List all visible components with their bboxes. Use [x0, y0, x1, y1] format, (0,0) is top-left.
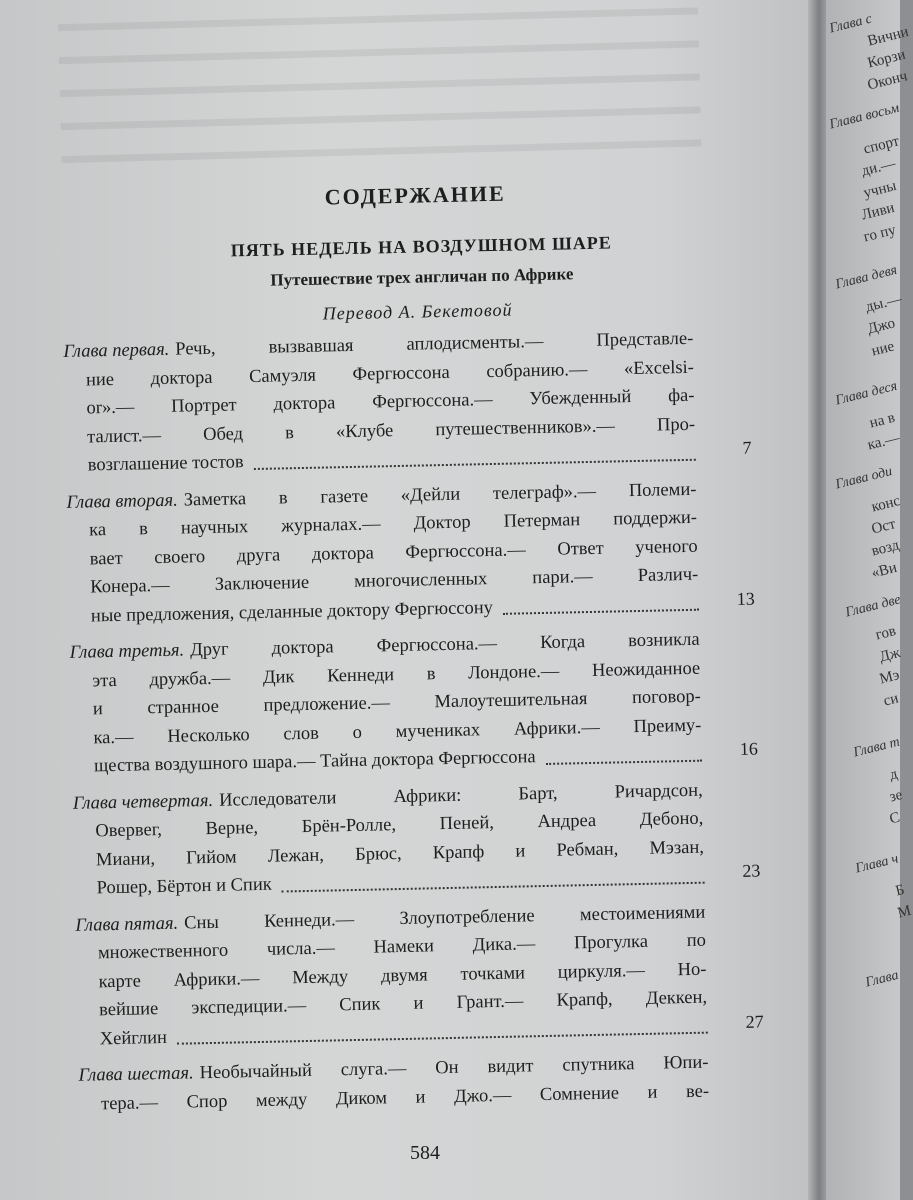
right-page-text-fragment: зе [888, 786, 905, 806]
toc-entry [63, 324, 752, 481]
right-page-text-fragment: спорт [862, 133, 901, 158]
right-page-text-fragment: си [882, 690, 901, 710]
toc-page-number: 23 [742, 860, 761, 881]
toc-line-text: ные предложения, сделанные доктору Фергюссону [90, 597, 494, 626]
right-page-text-fragment: гов [874, 623, 898, 644]
right-page-text-fragment: учны [862, 177, 899, 202]
toc-entry [66, 474, 755, 631]
chapter-label: Глава третья. [69, 640, 185, 663]
toc-line-text: ка.— Несколько слов о мучениках Африки.— Преиму- [93, 715, 702, 748]
right-page-text-fragment: Джо [866, 315, 897, 338]
toc-line-text: Исследователи Африки: Барт, Ричардсон, [218, 780, 703, 811]
chapter-label: Глава шестая. [78, 1063, 194, 1086]
toc-entry [75, 897, 764, 1054]
table-of-contents [60, 176, 764, 1127]
toc-line-text: возглашение тостов [87, 452, 244, 476]
right-page-text-fragment: на в [868, 409, 897, 432]
chapter-label: Глава первая. [63, 339, 170, 362]
toc-page-number: 27 [745, 1010, 764, 1032]
right-page-text-fragment: Глава т [852, 734, 902, 761]
toc-page-number: 7 [742, 437, 752, 458]
toc-line-text: и странное предложение.— Малоутешительная поговор- [92, 686, 701, 720]
toc-line-text: Миани, Гийом Лежан, Брюс, Крапф и Ребман, Мэзан, [95, 837, 705, 870]
leader-dots [545, 740, 702, 765]
right-page-text-fragment: Глава ч [854, 851, 900, 877]
right-page-text-fragment: возд [870, 537, 901, 560]
toc-line-text: вает своего друга доктора Фергюссона.— Ответ ученого [89, 536, 698, 569]
toc-line-text: Сны Кеннеди.— Злоупотребление местоимениями [183, 902, 706, 934]
right-page-text-fragment: Б [894, 881, 907, 900]
toc-line-text: тера.— Спор между Диком и Джо.— Сомнение и ве- [100, 1081, 710, 1114]
right-page-text-fragment: Глава восьм [828, 100, 901, 133]
work-subtitle: Путешествие трех англичан по Африке [270, 264, 574, 290]
right-page-text-fragment: Глава с [828, 11, 874, 37]
leader-dots [503, 589, 699, 615]
right-page-text-fragment: Корзи [866, 46, 908, 72]
toc-line-text: ка в научных журналах.— Доктор Петерман поддержи- [88, 507, 698, 541]
toc-line-text: Речь, вызвавшая аплодисменты.— Представле- [175, 328, 694, 360]
right-page-text-fragment: Глава оди [834, 463, 894, 493]
toc-line-text: Необычайный слуга.— Он видит спутника Юпи- [199, 1052, 709, 1084]
right-page-text-fragment: Глава деся [834, 378, 899, 409]
right-page-text-fragment: Глава девя [834, 262, 899, 293]
page-number: 584 [410, 1142, 440, 1164]
chapter-label: Глава пятая. [75, 913, 179, 936]
right-page-text-fragment: Вични [866, 23, 911, 50]
right-page-text-fragment: Глава две [844, 592, 903, 621]
chapter-label: Глава четвертая. [72, 790, 214, 814]
toc-line-text: эта дружба.— Дик Кеннеди в Лондоне.— Неожиданное [92, 658, 701, 691]
translator-credit: Перевод А. Бекетовой [322, 299, 513, 324]
toc-page-number: 16 [739, 738, 759, 759]
right-page-text-fragment: ди.— [860, 155, 898, 180]
contents-heading: СОДЕРЖАНИЕ [324, 180, 506, 210]
right-page-text-fragment: Оконч [866, 68, 910, 94]
toc-line-text: Овервег, Верне, Брён-Ролле, Пеней, Андреа Дебоно, [95, 808, 704, 842]
bleed-through-text [58, 6, 762, 184]
right-page-text-fragment: Мэ [878, 667, 902, 688]
right-page-text-fragment: конс [870, 493, 902, 516]
right-page-text-fragment: M [896, 902, 913, 922]
toc-line-text: Хейглин [99, 1027, 168, 1049]
toc-line-text: Рошер, Бёртон и Спик [96, 874, 272, 899]
right-page-text-fragment: ка.— [866, 430, 902, 454]
work-title: ПЯТЬ НЕДЕЛЬ НА ВОЗДУШНОМ ШАРЕ [230, 232, 612, 261]
toc-line-text: Конера.— Заключение многочисленных пари.— Различ- [90, 564, 699, 598]
chapter-label: Глава вторая. [66, 490, 178, 513]
right-page-text-fragment: ние [870, 338, 896, 360]
toc-entry [72, 775, 761, 903]
right-page-text-fragment: Глава [864, 967, 901, 991]
right-page-text-fragment: Ост [870, 516, 898, 538]
right-page-text-fragment: ды.— [864, 291, 904, 316]
right-book-page-edge [826, 0, 913, 1200]
toc-line-text: or».— Портрет доктора Фергюссона.— Убежденный фа- [86, 385, 695, 419]
toc-line-text: вейшие экспедиции.— Спик и Грант.— Крапф, Деккен, [98, 987, 708, 1021]
toc-line-text: ние доктора Самуэля Фергюссона собранию.— «Excelsi- [85, 357, 695, 390]
right-page-text-fragment: «Ви [870, 559, 899, 582]
right-page-text-fragment: Ливи [860, 199, 897, 224]
right-page-text-fragment: Дж [878, 645, 902, 666]
right-page-text-fragment: го пу [862, 222, 898, 246]
toc-line-text: Заметка в газете «Дейли телеграф».— Полеми- [183, 479, 697, 510]
toc-line-text: Друг доктора Фергюссона.— Когда возникла [189, 629, 700, 661]
toc-line-text: множественного числа.— Намеки Дика.— Прогулка по [97, 930, 707, 964]
toc-entry [78, 1048, 759, 1119]
toc-line-text: щества воздушного шара.— Тайна доктора Фергюссона [93, 747, 536, 777]
toc-entry [69, 625, 759, 782]
toc-line-text: карте Африки.— Между двумя точками циркуля.— Но- [98, 959, 707, 992]
toc-page-number: 13 [736, 588, 755, 609]
toc-line-text: талист.— Обед в «Клубе путешественников».— Про- [86, 414, 696, 447]
right-page-text-fragment: С [888, 809, 902, 828]
chapter-list [63, 324, 764, 1119]
right-page-text-fragment: д [888, 766, 900, 784]
